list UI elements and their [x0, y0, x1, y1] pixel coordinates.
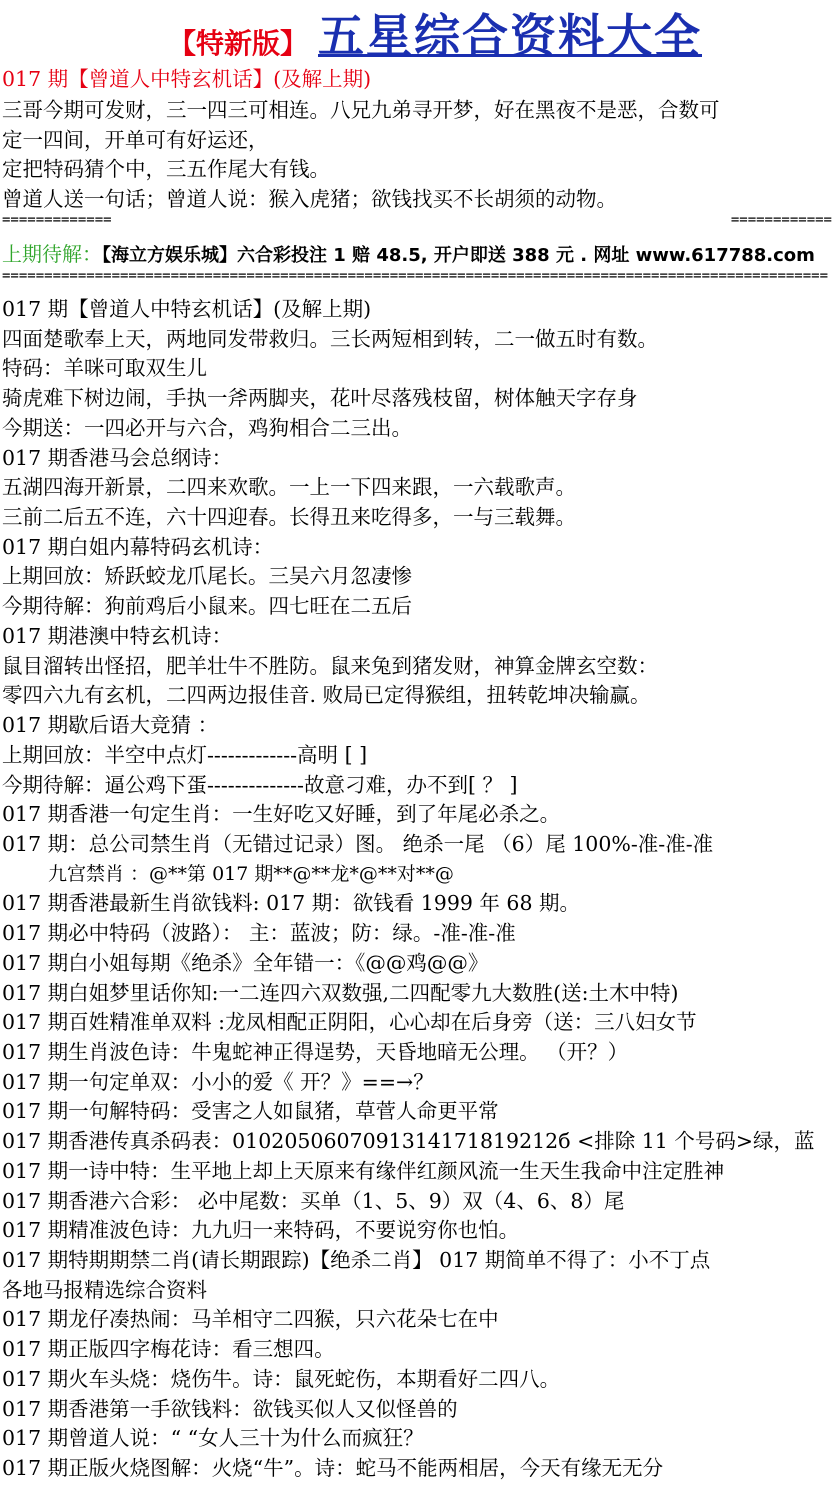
body-line: 017 期一诗中特：生平地上却上天原来有缘伴红颜风流一生天生我命中注定胜神 [2, 1158, 725, 1183]
top-line: 定把特码猜个中，三五作尾大有钱。 [2, 157, 330, 181]
body-line: 017 期港澳中特玄机诗： [2, 623, 233, 648]
body-line: 017 期香港马会总纲诗： [2, 445, 233, 470]
body-line: 017 期香港最新生肖欲钱料: 017 期：欲钱看 1999 年 68 期。 [2, 891, 581, 916]
body-line: 017 期：总公司禁生肖（无错过记录）图。 绝杀一尾 （6）尾 100%-准-准-准 [2, 831, 714, 856]
body-line: 今期待解：逼公鸡下蛋--------------故意刁难，办不到[ ？ ] [2, 772, 518, 797]
top-line: 定一四间，开单可有好运还， [2, 128, 269, 152]
body-line: 017 期香港传真杀码表：0102050607091314171819212б <排除 11 个号码>绿，蓝 [2, 1129, 815, 1154]
body-line: 三前二后五不连，六十四迎春。长得丑来吃得多，一与三载舞。 [2, 505, 576, 530]
body-line: 017 期一句定单双：小小的爱《 开？》==→？ [2, 1069, 434, 1094]
body-line: 五湖四海开新景，二四来欢歌。一上一下四来跟，一六载歌声。 [2, 475, 576, 500]
ad-banner [2, 238, 815, 267]
body-line: 017 期百姓精准单双料 :龙凤相配正阴阳，心心却在后身旁（送：三八妇女节 [2, 1010, 697, 1035]
body-line: 017 期火车头烧：烧伤牛。诗：鼠死蛇伤，本期看好二四八。 [2, 1366, 561, 1391]
body-line: 017 期【曾道人中特玄机话】(及解上期) [2, 297, 372, 321]
body-line: 017 期正版火烧图解：火烧“牛”。诗：蛇马不能两相居，今天有缘无无分 [2, 1456, 664, 1481]
section-heading: 各地马报精选综合资料 [2, 1277, 207, 1302]
body-line: 017 期歇后语大竞猜 ： [2, 713, 219, 738]
body-line: 骑虎难下树边闹，手执一斧两脚夹，花叶尽落残枝留，树体触天字存身 [2, 386, 638, 411]
body-line: 017 期香港第一手欲钱料：欲钱买似人又似怪兽的 [2, 1396, 458, 1421]
body-line: 017 期一句解特码：受害之人如鼠猪，草菅人命更平常 [2, 1099, 499, 1124]
top-heading: 017 期【曾道人中特玄机话】(及解上期) [2, 67, 372, 91]
body-line: 017 期龙仔凑热闹：马羊相守二四猴，只六花朵七在中 [2, 1307, 499, 1332]
body-line: 017 期白姐梦里话你知:一二连四六双数强,二四配零九大数胜(送:土木中特) [2, 980, 679, 1005]
ad-text: 【海立方娱乐城】六合彩投注 1 赔 48.5, 开户即送 388 元 . 网址 www.617788.com [102, 245, 815, 266]
edition-tag: 【特新版】 [168, 27, 309, 60]
body-line: 四面楚歌奉上天，两地同发带救归。三长两短相到转，二一做五时有数。 [2, 326, 658, 351]
body-line: 九宫禁肖 ：@**第 017 期**@**龙*@**对**@ [48, 862, 454, 885]
body-line: 特码：羊咪可取双生儿 [2, 356, 207, 381]
body-line: 017 期白小姐每期《绝杀》全年错一：《@@鸡@@》 [2, 950, 489, 975]
separator-left: ============= [2, 212, 112, 228]
page-title: 五星综合资料大全 [318, 9, 702, 63]
body-line: 017 期特期期禁二肖(请长期跟踪)【绝杀二肖】 017 期简单不得了：小不丁点 [2, 1248, 711, 1273]
body-line: 017 期必中特码（波路）： 主：蓝波；防：绿。-准-准-准 [2, 921, 516, 946]
body-line: 017 期白姐内幕特码玄机诗： [2, 534, 274, 559]
top-line: 三哥今期可发财，三一四三可相连。八兄九弟寻开梦，好在黑夜不是恶，合数可 [2, 98, 720, 122]
body-line: 017 期香港一句定生肖：一生好吃又好睡，到了年尾必杀之。 [2, 802, 561, 827]
body-line: 上期回放：半空中点灯-------------高明 [ ] [2, 742, 368, 767]
body-line: 今期送：一四必开与六合，鸡狗相合二三出。 [2, 415, 412, 440]
body-line: 017 期曾道人说：“ “女人三十为什么而疯狂？ [2, 1426, 424, 1451]
body-line: 017 期正版四字梅花诗：看三想四。 [2, 1337, 335, 1362]
top-line: 曾道人送一句话；曾道人说：猴入虎猪；欲钱找买不长胡须的动物。 [2, 187, 617, 211]
body-line: 鼠目溜转出怪招，肥羊壮牛不胜防。鼠来兔到猪发财，神算金牌玄空数： [2, 653, 658, 678]
body-line: 017 期生肖波色诗：牛鬼蛇神正得逞势，天昏地暗无公理。 （开？） [2, 1040, 629, 1064]
ad-label: 上期待解： [2, 242, 102, 266]
body-line: 零四六九有玄机，二四两边报佳音. 败局已定得猴组，扭转乾坤决输赢。 [2, 683, 651, 708]
body-line: 上期回放：矫跃蛟龙爪尾长。三吴六月忽凄惨 [2, 564, 412, 589]
separator-right: ============ [730, 212, 832, 228]
body-line: 017 期精准波色诗：九九归一来特码，不要说穷你也怕。 [2, 1218, 520, 1243]
title-row [0, 0, 836, 66]
body-line: 017 期香港六合彩： 必中尾数：买单（1、5、9）双（4、6、8）尾 [2, 1188, 625, 1213]
separator-full: ================================================================================================== [2, 268, 829, 284]
body-line: 今期待解：狗前鸡后小鼠来。四七旺在二五后 [2, 594, 412, 619]
